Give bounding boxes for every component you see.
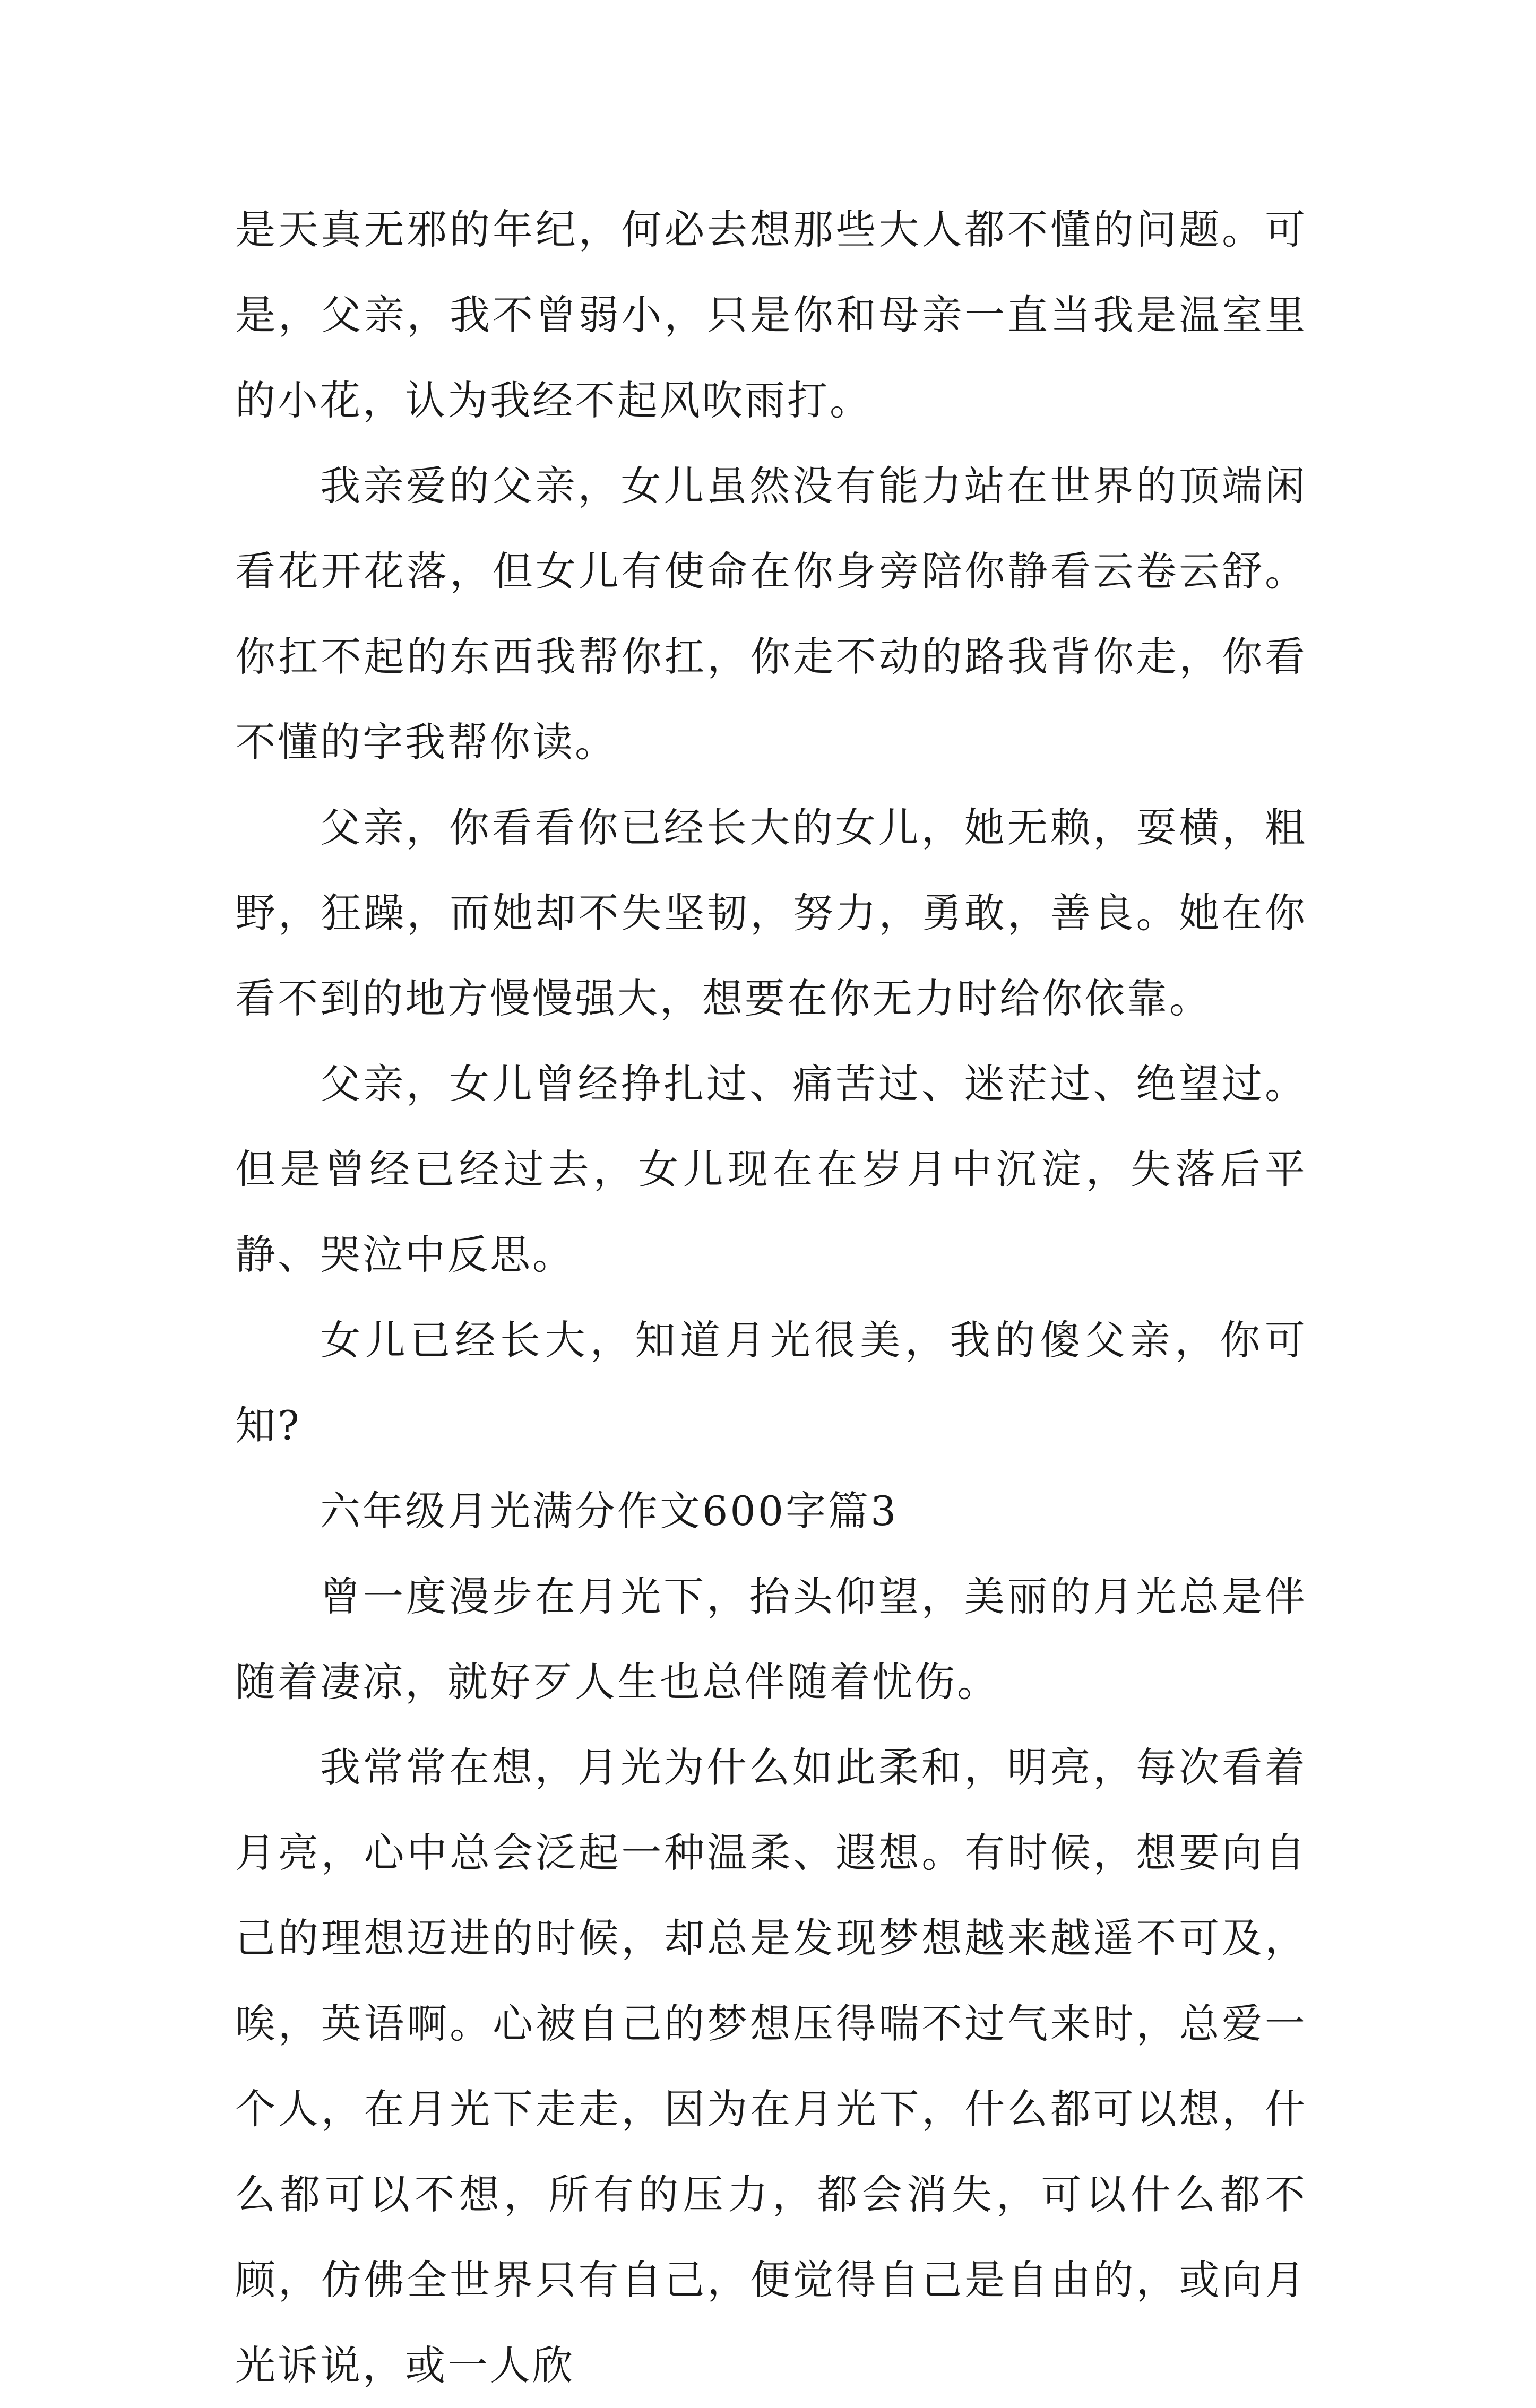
paragraph-3: 父亲，你看看你已经长大的女儿，她无赖，耍横，粗野，狂躁，而她却不失坚韧，努力，勇敢，善良。她在你看不到的地方慢慢强大，想要在你无力时给你依靠。 [235, 804, 1307, 1022]
document-body [235, 187, 1307, 2408]
paragraph-4: 父亲，女儿曾经挣扎过、痛苦过、迷茫过、绝望过。但是曾经已经过去，女儿现在在岁月中沉淀，失落后平静、哭泣中反思。 [235, 1060, 1307, 1278]
paragraph-1: 是天真无邪的年纪，何必去想那些大人都不懂的问题。可是，父亲，我不曾弱小，只是你和母亲一直当我是温室里的小花，认为我经不起风吹雨打。 [235, 206, 1307, 424]
paragraph-5: 女儿已经长大，知道月光很美，我的傻父亲，你可知? [235, 1316, 1307, 1449]
section-heading: 六年级月光满分作文600字篇3 [320, 1487, 899, 1535]
paragraph-2: 我亲爱的父亲，女儿虽然没有能力站在世界的顶端闲看花开花落，但女儿有使命在你身旁陪你静看云卷云舒。你扛不起的东西我帮你扛，你走不动的路我背你走，你看不懂的字我帮你读。 [235, 462, 1307, 766]
paragraph-7: 我常常在想，月光为什么如此柔和，明亮，每次看着月亮，心中总会泛起一种温柔、遐想。有时候，想要向自己的理想迈进的时候，却总是发现梦想越来越遥不可及，唉，英语啊。心被自己的梦想压得喘不过气来时，总爱一个人，在月光下走走，因为在月光下，什么都可以想，什么都可以不想，所有的压力，都会消失，可以什么都不顾，仿佛全世界只有自己，便觉得自己是自由的，或向月光诉说，或一人欣 [235, 1744, 1307, 2389]
paragraph-6: 曾一度漫步在月光下，抬头仰望，美丽的月光总是伴随着凄凉，就好歹人生也总伴随着忧伤。 [235, 1573, 1307, 1705]
